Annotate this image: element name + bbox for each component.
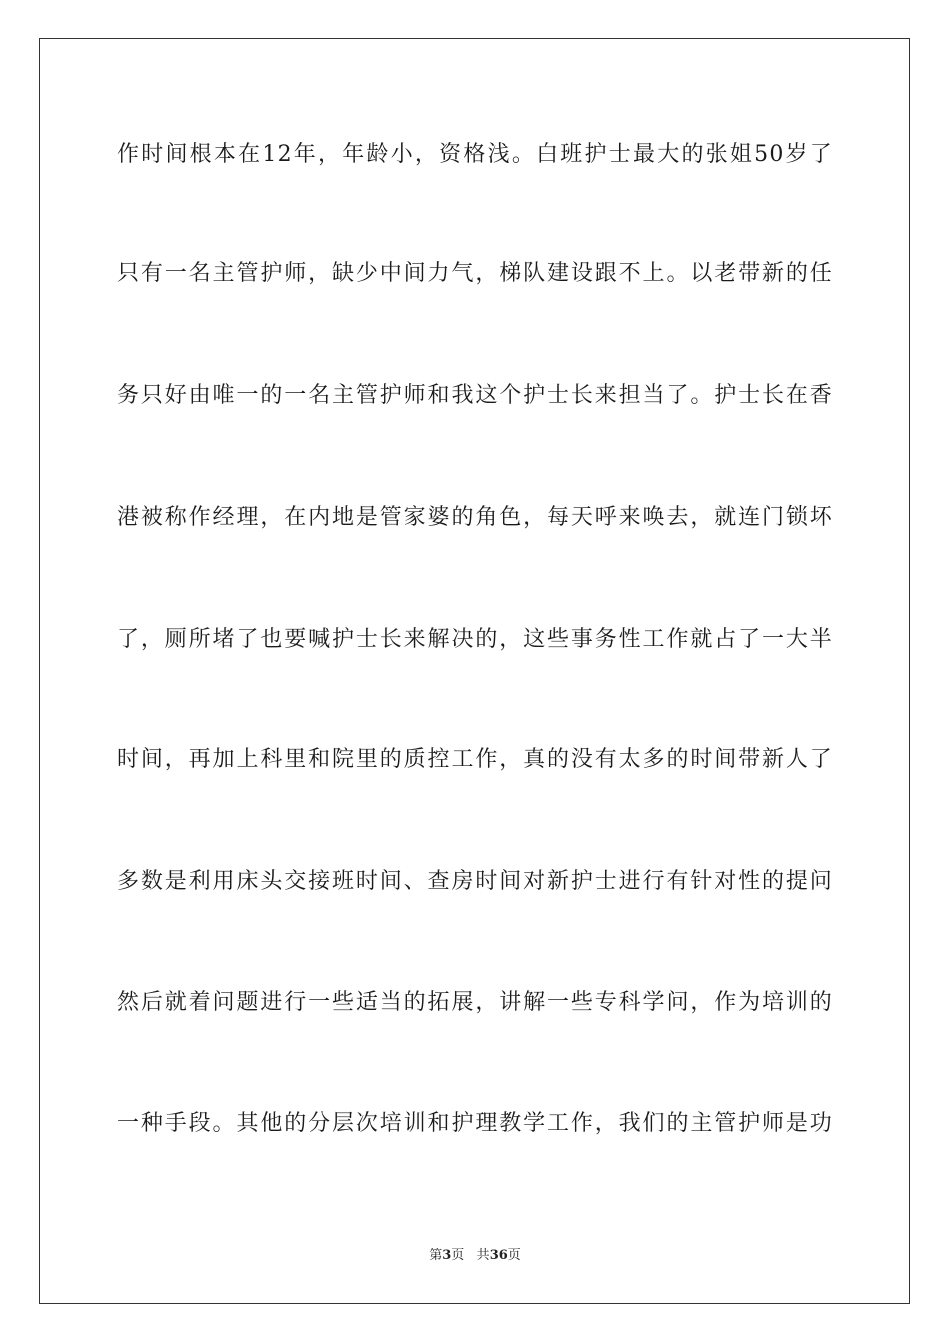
page-footer <box>0 1247 950 1265</box>
page-prefix: 第 <box>429 1248 443 1263</box>
page-suffix: 页 <box>451 1248 465 1263</box>
text-line-4: 港被称作经理，在内地是管家婆的角色，每天呼来唤去，就连门锁坏 <box>117 505 833 530</box>
text-line-7: 多数是利用床头交接班时间、查房时间对新护士进行有针对性的提问 <box>117 869 833 894</box>
text-line-9: 一种手段。其他的分层次培训和护理教学工作，我们的主管护师是功 <box>117 1111 833 1136</box>
text-line-8: 然后就着问题进行一些适当的拓展，讲解一些专科学问，作为培训的 <box>117 990 833 1015</box>
total-prefix: 共 <box>476 1248 490 1263</box>
text-line-3: 务只好由唯一的一名主管护师和我这个护士长来担当了。护士长在香 <box>117 383 833 408</box>
total-pages: 36 <box>489 1248 508 1263</box>
page-number: 3 <box>442 1248 452 1263</box>
text-line-2: 只有一名主管护师，缺少中间力气，梯队建设跟不上。以老带新的任 <box>117 261 833 286</box>
total-suffix: 页 <box>507 1248 521 1263</box>
text-line-6: 时间，再加上科里和院里的质控工作，真的没有太多的时间带新人了 <box>117 747 833 772</box>
text-line-1: 作时间根本在12年，年龄小，资格浅。白班护士最大的张姐50岁了 <box>117 142 833 167</box>
text-line-5: 了，厕所堵了也要喊护士长来解决的，这些事务性工作就占了一大半 <box>117 627 833 652</box>
